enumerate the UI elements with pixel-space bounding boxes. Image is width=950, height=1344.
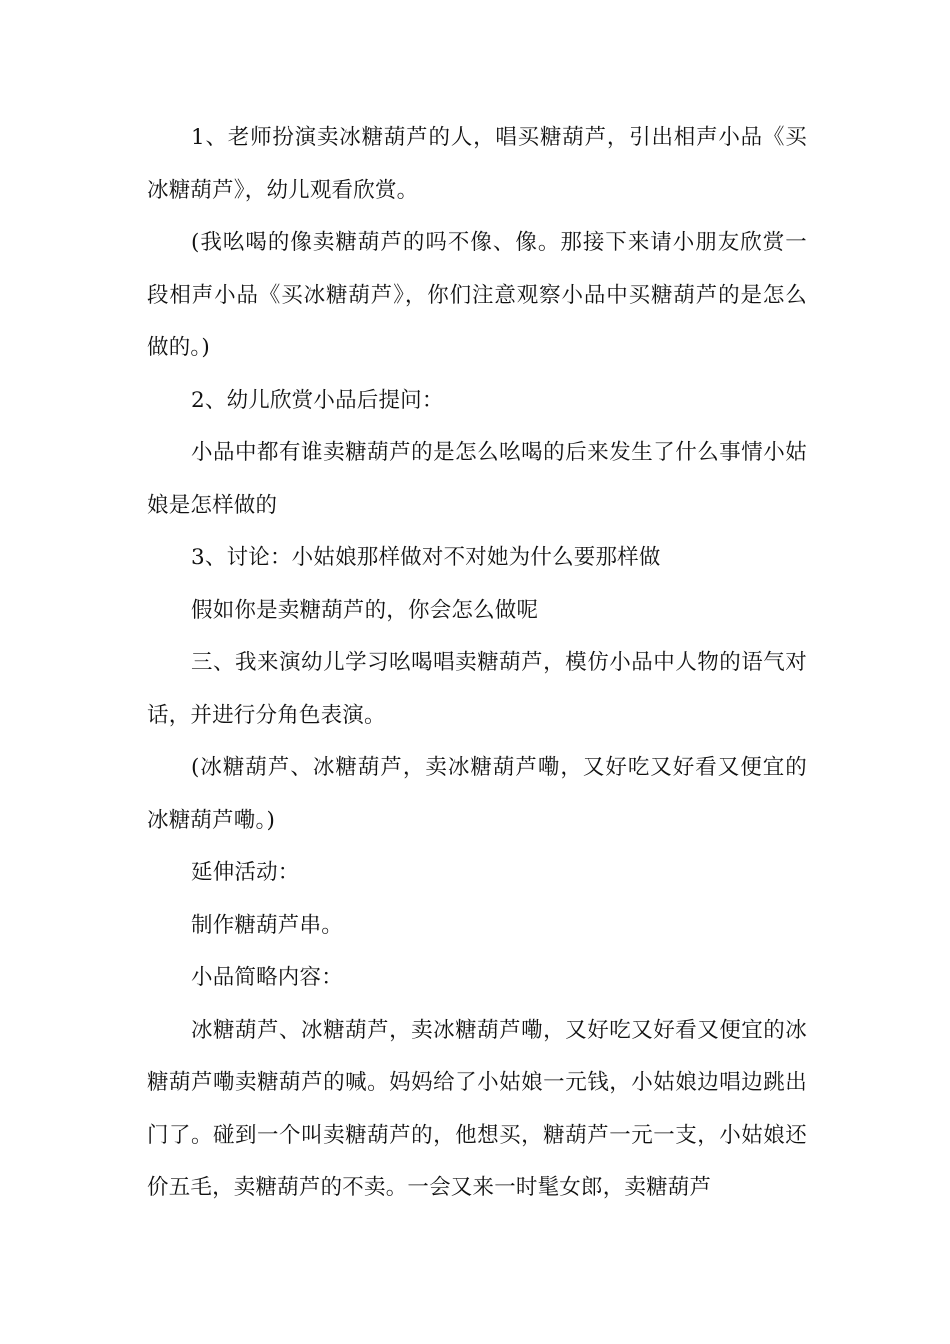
paragraph-step-2: 2、幼儿欣赏小品后提问： [191, 387, 444, 413]
paragraph-skit-content: 冰糖葫芦、冰糖葫芦，卖冰糖葫芦嘞，又好吃又好看又便宜的冰糖葫芦嘞卖糖葫芦的喊。妈妈给了小姑娘一元钱，小姑娘边唱边跳出门了。碰到一个叫卖糖葫芦的，他想买，糖葫芦一元一支，小姑娘还价五毛，卖糖葫芦的不卖。一会又来一时髦女郎，卖糖葫芦 [147, 1017, 807, 1200]
paragraph-step-2-questions: 小品中都有谁卖糖葫芦的是怎么吆喝的后来发生了什么事情小姑娘是怎样做的 [147, 440, 807, 518]
paragraph-step-3-question: 假如你是卖糖葫芦的，你会怎么做呢 [191, 597, 539, 623]
paragraph-step-1-note: (我吆喝的像卖糖葫芦的吗不像、像。那接下来请小朋友欣赏一段相声小品《买冰糖葫芦》，你们注意观察小品中买糖葫芦的是怎么做的。) [147, 230, 807, 360]
paragraph-section-3-note: (冰糖葫芦、冰糖葫芦，卖冰糖葫芦嘞，又好吃又好看又便宜的冰糖葫芦嘞。) [147, 755, 807, 833]
paragraph-skit-heading: 小品简略内容： [191, 965, 343, 990]
paragraph-extension-heading: 延伸活动： [191, 860, 300, 885]
paragraph-extension-activity: 制作糖葫芦串。 [191, 912, 343, 938]
paragraph-section-3: 三、我来演幼儿学习吆喝唱卖糖葫芦，模仿小品中人物的语气对话，并进行分角色表演。 [147, 650, 807, 728]
paragraph-step-3: 3、讨论：小姑娘那样做对不对她为什么要那样做 [191, 545, 661, 570]
paragraph-step-1: 1、老师扮演卖冰糖葫芦的人，唱买糖葫芦，引出相声小品《买冰糖葫芦》，幼儿观看欣赏。 [147, 125, 807, 203]
document-body [147, 112, 807, 1215]
